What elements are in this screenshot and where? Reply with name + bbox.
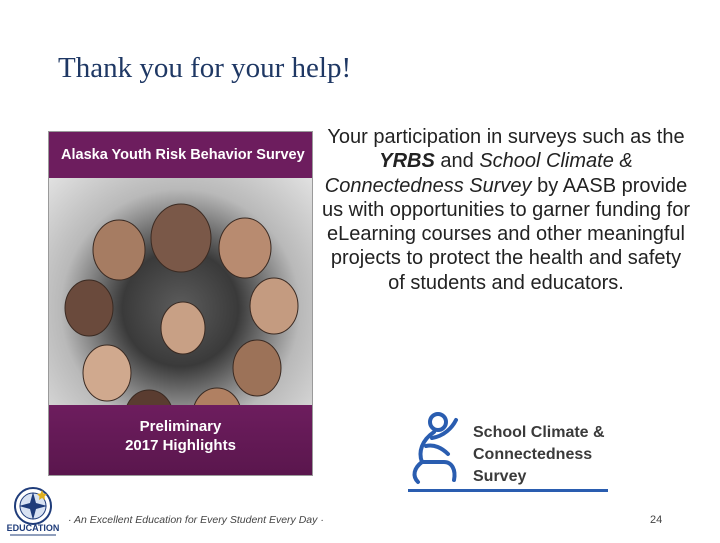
body-text-segment: by AASB provide us with opportunities to garner funding for eLearning courses and other meaningful projects to protect the health and safety of students and educators.: [322, 174, 690, 294]
logo-text-line1: School Climate &: [473, 424, 605, 441]
body-text-segment: Your participation in surveys such as the: [327, 126, 685, 148]
school-climate-logo-text: [473, 422, 613, 488]
logo-underline: [408, 489, 608, 492]
school-climate-survey-name: School Climate & Connectedness Survey: [324, 150, 633, 197]
survey-cover-image: [48, 131, 313, 476]
person-sitting-icon: [404, 410, 470, 488]
cover-footer-line1: Preliminary: [139, 418, 222, 435]
cover-banner-title: Alaska Youth Risk Behavior Survey: [49, 132, 312, 178]
star-compass-icon: [2, 484, 64, 538]
cover-footer: [49, 405, 312, 475]
footer-tagline: · An Excellent Education for Every Student Every Day ·: [68, 514, 324, 526]
cover-footer-line2: 2017 Highlights: [125, 437, 236, 454]
logo-text-line3: Survey: [473, 468, 527, 485]
education-logo-label: EDUCATION: [6, 523, 60, 533]
yrbs-name: YRBS: [379, 150, 435, 173]
school-climate-logo: [400, 406, 612, 494]
education-logo: [2, 484, 64, 538]
page-number: 24: [650, 514, 663, 526]
logo-text-line2: Connectedness: [473, 446, 593, 463]
body-paragraph: [320, 125, 692, 295]
body-text-segment: and: [434, 150, 480, 173]
slide-title: Thank you for your help!: [58, 52, 352, 84]
